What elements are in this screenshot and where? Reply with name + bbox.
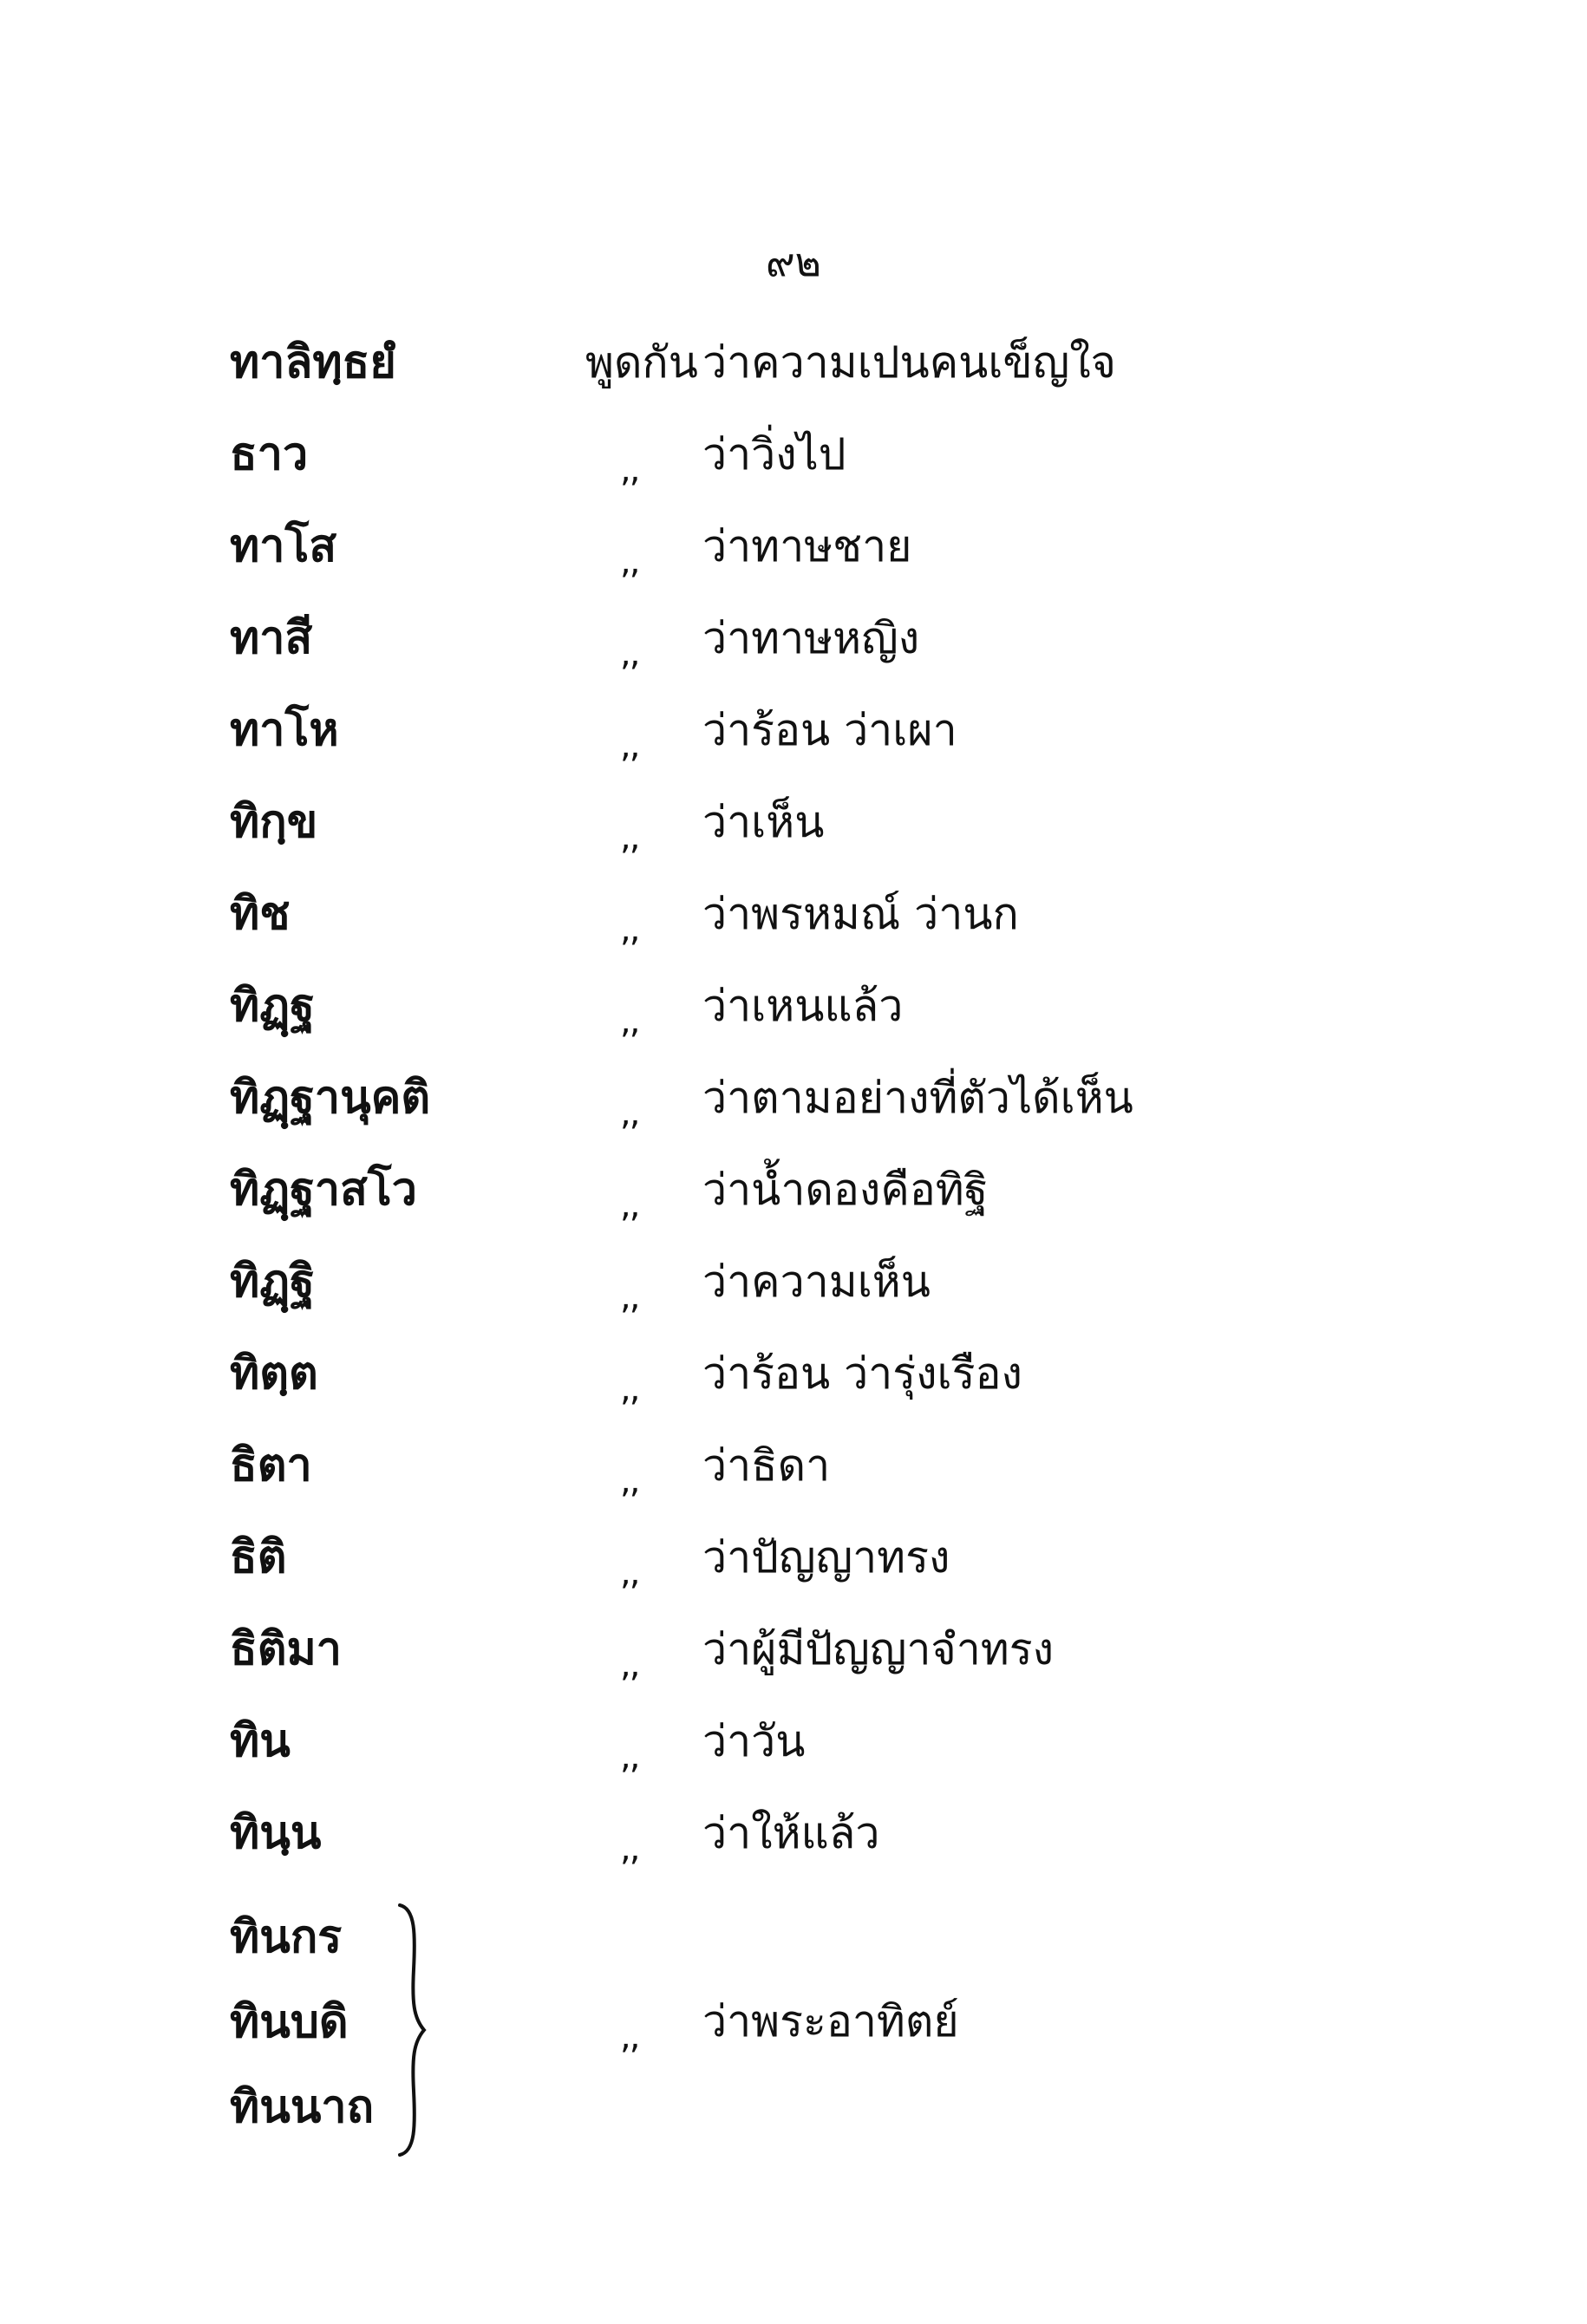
dictionary-entry: [230, 702, 1444, 793]
ditto-mark: ,,: [620, 726, 639, 766]
dictionary-entry: [230, 1345, 1444, 1437]
ditto-mark: ,,: [620, 1829, 639, 1869]
entry-term: ทาลิทฺธยํ: [230, 336, 396, 388]
entry-term: ธิติ: [230, 1531, 287, 1583]
entry-term: ทาสี: [230, 611, 313, 664]
dictionary-entry: [230, 518, 1444, 610]
ditto-mark: ,,: [620, 542, 639, 582]
entry-meaning: ว่าร้อน ว่ารุ่งเรือง: [702, 1348, 1022, 1399]
entry-term: ทาโห: [230, 703, 339, 756]
dictionary-entry: [230, 977, 1444, 1069]
entry-term: ทิฏฺฐาสโว: [230, 1163, 417, 1216]
group-term: ทินบดิ: [230, 1995, 349, 2048]
entry-term: ทิฏฺฐ: [230, 979, 315, 1032]
entry-term: ทาโส: [230, 519, 337, 572]
entry-meaning: ว่าปัญญาทรง: [702, 1532, 950, 1583]
ditto-mark: ,,: [620, 818, 639, 858]
entry-lead: พูดกัน: [585, 337, 698, 388]
ditto-mark: ,,: [620, 1553, 639, 1593]
entry-term: ธาว: [230, 428, 309, 480]
entry-meaning: ว่าเห็น: [702, 797, 825, 847]
dictionary-entry: [230, 1253, 1444, 1345]
ditto-mark: ,,: [620, 1461, 639, 1501]
entry-meaning: ว่าทาษหญิง: [702, 613, 920, 663]
dictionary-entry: [230, 1161, 1444, 1253]
dictionary-entry: [230, 1069, 1444, 1161]
ditto-mark: ,,: [620, 1277, 639, 1317]
dictionary-entry: [230, 426, 1444, 518]
dictionary-entry: [230, 885, 1444, 977]
entry-meaning: ว่าเหนแล้ว: [702, 981, 904, 1031]
entry-meaning: ว่าร้อน ว่าเผา: [702, 705, 957, 755]
group-term: ทินนาถ: [230, 2080, 375, 2133]
dictionary-entries: [230, 334, 1444, 2195]
dictionary-entry: [230, 1713, 1444, 1805]
entry-term: ธิติมา: [230, 1622, 342, 1675]
ditto-mark: ,,: [620, 1737, 639, 1777]
entry-meaning: ว่าความเปนคนเข็ญใจ: [702, 337, 1116, 388]
entry-meaning: ว่าวิ่งไป: [702, 429, 846, 480]
entry-term: ทิกฺข: [230, 795, 318, 848]
ditto-mark: ,,: [620, 450, 639, 490]
grouped-terms: [230, 1909, 374, 2164]
entry-meaning: ว่าธิดา: [702, 1440, 831, 1491]
entry-meaning: ว่าวัน: [702, 1716, 806, 1766]
ditto-mark: ,,: [620, 1185, 639, 1225]
entry-term: ทิฏฺฐานุคติ: [230, 1071, 431, 1124]
ditto-mark: ,,: [620, 1369, 639, 1409]
entry-meaning: ว่าผู้มีปัญญาจำทรง: [702, 1624, 1055, 1674]
dictionary-entry: [230, 793, 1444, 885]
entry-meaning: ว่าความเห็น: [702, 1257, 931, 1307]
ditto-mark: ,,: [620, 1002, 639, 1041]
entry-term: ธิตา: [230, 1439, 312, 1492]
dictionary-entry: [230, 610, 1444, 702]
dictionary-entry: [230, 1437, 1444, 1529]
entry-meaning: ว่าน้ำดองคือทิฐิ: [702, 1165, 989, 1215]
dictionary-entry: [230, 334, 1444, 426]
ditto-mark: ,,: [620, 1093, 639, 1133]
ditto-mark: ,,: [620, 910, 639, 950]
grouped-entry: [230, 1909, 1444, 2195]
dictionary-entry: [230, 1805, 1444, 1896]
entry-term: ทินฺน: [230, 1806, 322, 1859]
page-number: ๙๒: [765, 238, 821, 285]
entry-meaning: ว่าพรหมณ์ ว่านก: [702, 889, 1019, 939]
right-brace-icon: [395, 1900, 429, 2160]
group-term: ทินกร: [230, 1910, 343, 1963]
ditto-mark: ,,: [620, 1645, 639, 1685]
entry-term: ทิน: [230, 1714, 291, 1767]
entry-meaning: ว่าทาษชาย: [702, 521, 912, 571]
entry-meaning: ว่าพระอาทิตย์: [702, 1996, 959, 2047]
ditto-mark: ,,: [620, 2017, 639, 2057]
entry-meaning: ว่าให้แล้ว: [702, 1808, 880, 1858]
dictionary-entry: [230, 1529, 1444, 1621]
entry-meaning: ว่าตามอย่างที่ตัวได้เห็น: [702, 1073, 1133, 1123]
entry-term: ทิฏฺฐิ: [230, 1255, 315, 1308]
entry-term: ทิช: [230, 887, 291, 940]
entry-term: ทิตฺต: [230, 1347, 318, 1400]
ditto-mark: ,,: [620, 634, 639, 674]
dictionary-entry: [230, 1621, 1444, 1713]
